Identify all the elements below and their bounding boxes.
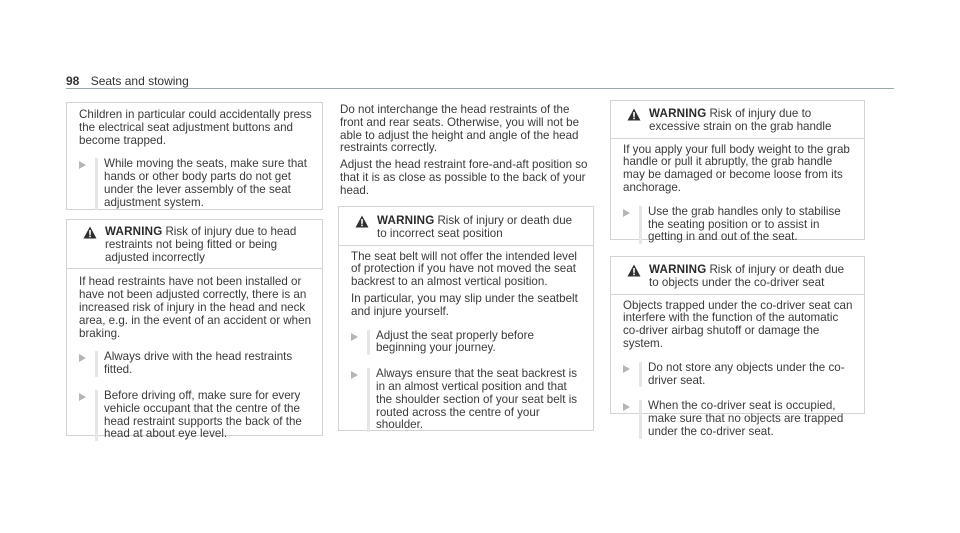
children-note-text: Children in particular could accidentally press the electrical seat adjustment buttons and become trapped.	[79, 108, 312, 147]
head-restraint-text	[340, 104, 590, 202]
warning-triangle-icon	[627, 264, 641, 277]
warning-label: WARNING	[377, 214, 435, 227]
warning-title: Risk of injury or death due to objects under the co-driver seat	[649, 263, 845, 289]
warning-divider	[67, 268, 322, 269]
page-number: 98	[66, 74, 80, 88]
bullet-arrow-icon	[79, 393, 86, 401]
warning-body: In particular, you may slip under the seatbelt and injure yourself.	[351, 291, 578, 318]
paragraph: Do not interchange the head restraints of the front and rear seats. Otherwise, you will not be able to adjust the height and angle of the head restraints correctly.	[340, 103, 580, 155]
list-item: Use the grab handles only to stabilise the seating position or to assist in getting in and out of the seat.	[623, 204, 854, 246]
bullet-arrow-icon	[79, 354, 86, 362]
warning-triangle-icon	[355, 215, 369, 228]
list-item: When the co-driver seat is occupied, make sure that no objects are trapped under the co-driver seat.	[623, 398, 854, 440]
list-item: Always drive with the head restraints fitted.	[79, 349, 312, 379]
warning-header	[623, 108, 854, 134]
list-item: Before driving off, make sure for every vehicle occupant that the centre of the head restraint supports the back of the head at about eye level.	[79, 388, 312, 443]
warning-label: WARNING	[649, 107, 707, 120]
seat-position-warning-box	[338, 206, 594, 431]
warning-body: The seat belt will not offer the intended level of protection if you have not moved the seat backrest to an almost vertical position.	[351, 249, 578, 289]
page-header	[66, 74, 189, 88]
header-divider	[66, 88, 894, 89]
list-item: Do not store any objects under the co-driver seat.	[623, 360, 854, 390]
warning-triangle-icon	[627, 108, 641, 121]
warning-label: WARNING	[649, 263, 707, 276]
list-item: While moving the seats, make sure that hands or other body parts do not get under the lever assembly of the seat adjustment system.	[79, 156, 312, 211]
warning-label: WARNING	[105, 225, 163, 238]
warning-divider	[611, 138, 864, 139]
bullet-arrow-icon	[623, 365, 630, 373]
warning-header	[79, 226, 312, 264]
section-title: Seats and stowing	[90, 74, 189, 88]
bullet-arrow-icon	[623, 403, 630, 411]
warning-divider	[611, 294, 864, 295]
bullet-arrow-icon	[79, 161, 86, 169]
bullet-arrow-icon	[351, 333, 358, 341]
paragraph: Adjust the head restraint fore-and-aft position so that it is as close as possible to the back of your head.	[340, 158, 588, 197]
warning-header	[623, 264, 854, 290]
bullet-arrow-icon	[623, 209, 630, 217]
warning-triangle-icon	[83, 226, 97, 239]
warning-header	[351, 215, 583, 241]
head-restraint-warning-box	[66, 219, 323, 441]
warning-title: Risk of injury or death due to incorrect seat position	[377, 214, 573, 240]
warning-title: Risk of injury due to head restraints not being fitted or being adjusted incorrectly	[105, 225, 297, 264]
warning-body: If head restraints have not been installed or have not been adjusted correctly, there is an increased risk of injury in the head and neck area, e.g. in the event of an accident or when braking.	[79, 275, 312, 340]
list-item: Always ensure that the seat backrest is in an almost vertical position and that the shoulder section of your seat belt is routed across the centre of your shoulder.	[351, 366, 583, 434]
warning-divider	[339, 245, 593, 246]
grab-handle-warning-box	[610, 100, 865, 244]
co-driver-seat-warning-box	[610, 256, 865, 438]
children-note-box	[66, 102, 323, 210]
warning-body: Objects trapped under the co-driver seat can interfere with the function of the automatic co-driver airbag shutoff or damage the system.	[623, 298, 853, 350]
warning-body: If you apply your full body weight to the grab handle or pull it abruptly, the grab handle may be damaged or become loose from its anchorage.	[623, 142, 850, 194]
list-item: Adjust the seat properly before beginning your journey.	[351, 328, 583, 358]
bullet-arrow-icon	[351, 371, 358, 379]
warning-title: Risk of injury due to excessive strain on the grab handle	[649, 107, 832, 133]
